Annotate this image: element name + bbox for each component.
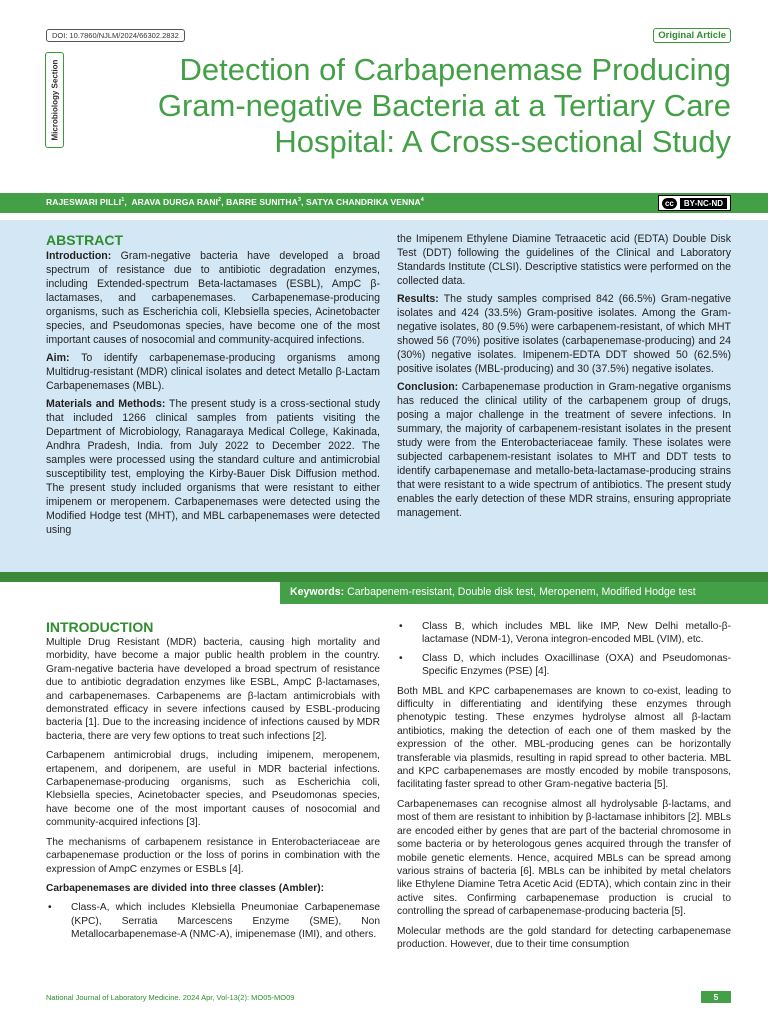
- abstract-heading: ABSTRACT: [46, 232, 123, 248]
- body-left-column: [46, 636, 380, 948]
- keywords-divider: [0, 572, 768, 582]
- abstract-right-column: [397, 232, 731, 524]
- abstract-paragraph: [397, 380, 731, 520]
- body-right-column: [397, 620, 731, 957]
- abstract-label: Materials and Methods:: [46, 398, 166, 410]
- abstract-text: Gram-negative bacteria have developed a broad spectrum of resistance due to antibiotic degradation enzymes, including Extended-spectrum Beta-lactamases (ESBL), AmpC β-lactamases, and carbapenemases. Carbapenemase-producing organisms, such as Escherichia coli, Klebsiella species, Acinetobacter species, and Pseudomonas species, have become one of the most important causes of nosocomial and community-acquired infections.: [46, 250, 380, 346]
- classes-heading: Carbapenemases are divided into three classes (Ambler):: [46, 882, 324, 894]
- author-sup: 1: [121, 197, 125, 204]
- author-sup: 4: [420, 197, 424, 204]
- journal-footer: National Journal of Laboratory Medicine. 2024 Apr, Vol-13(2): MO05-MO09: [46, 993, 295, 1002]
- keywords-label: Keywords:: [290, 586, 345, 598]
- author-list: RAJESWARI PILLI$^1$, ARAVA DURGA RANI$^2$, BARRE SUNITHA$^3$, SATYA CHANDRIKA VENNA$^4$: [46, 197, 424, 207]
- abstract-paragraph: [397, 292, 731, 376]
- keywords-text: Carbapenem-resistant, Double disk test, Meropenem, Modified Hodge test: [344, 586, 696, 598]
- class-list: [46, 901, 380, 941]
- author-name: ARAVA DURGA RANI: [131, 197, 219, 207]
- title-line: Hospital: A Cross-sectional Study: [274, 124, 731, 159]
- author-sup: 3: [297, 197, 301, 204]
- title-line: Gram-negative Bacteria at a Tertiary Care: [157, 88, 731, 123]
- abstract-text: Carbapenemase production in Gram-negative organisms has reduced the clinical utility of the carbapenem group of drugs, posing a major challenge in the treatment of severe infections. In summary, the majority of carbapenem-resistant isolates in the present study were from the Enterobacteriaceae family. These isolates were subjected carbapenem-resistant isolates to MHT and DDT tests to identify carbapenemase and metallo-beta-lactamase-producing strains that were resistant to a wide spectrum of antibiotics. The present study enables the early detection of these MDR strains, ensuring appropriate management.: [397, 381, 731, 519]
- author-sup: 2: [218, 197, 222, 204]
- abstract-paragraph: [46, 397, 380, 537]
- abstract-left-column: [46, 249, 380, 541]
- author-name: BARRE SUNITHA: [226, 197, 298, 207]
- class-list-item: • Class-A, which includes Klebsiella Pneumoniae Carbapenemase (KPC), Serratia Marcescens Enzyme (SME), Non Metallocarbapenemase-A (NMC-A), imipenemase (IMI), and others.: [46, 901, 380, 941]
- cc-icon: cc: [662, 198, 677, 209]
- body-paragraph: Multiple Drug Resistant (MDR) bacteria, causing high mortality and morbidity, have become a major public health problem in the country. Gram-negative bacteria have developed a broad spectrum of resistance due to antibiotic degradation enzymes like ESBL, AmpC β-lactamases, and carbapenemases. Carbapenems are β-lactam antimicrobials with demonstrated efficacy in severe infections caused by ESBL-producing bacteria [1]. Due to the increasing incidence of infections caused by MDR bacteria, there are very few options to treat such infections [2].: [46, 637, 380, 742]
- body-paragraph: Carbapenemases can recognise almost all hydrolysable β-lactams, and most of them are resistant to inhibition by β-lactamase inhibitors [2]. MBLs are encoded either by genes that are part of the bacterial chromosome in some bacteria or by heterologous genes acquired through the transfer of mobile genetic elements. Hence, acquired MBLs can be spread among various strains of bacteria [6]. MBLs can be inhibited by metal chelators like Ethylene Diamine Tetra Acetic Acid (EDTA), which contain zinc in their active sites. Confirming carbapenemase production is crucial to controlling the spread of carbapenemase-producing bacteria [5].: [397, 798, 731, 918]
- abstract-label: Introduction:: [46, 250, 112, 262]
- abstract-text: To identify carbapenemase-producing organisms among Multidrug-resistant (MDR) clinical isolates and detect Metallo β-Lactam Carbapenemases (MBL).: [46, 352, 380, 392]
- abstract-label: Conclusion:: [397, 381, 459, 393]
- keywords-bar: [280, 582, 768, 604]
- author-bar: [0, 193, 768, 213]
- section-tab: [45, 52, 64, 148]
- abstract-paragraph: [46, 351, 380, 393]
- license-text: BY-NC-ND: [680, 198, 727, 209]
- license-badge: [658, 195, 731, 211]
- abstract-label: Results:: [397, 293, 439, 305]
- abstract-text: the Imipenem Ethylene Diamine Tetraacetic acid (EDTA) Double Disk Test (DDT) following the guidelines of the Clinical and Laboratory Standards Institute (CLSI). Descriptive statistics were performed on the collected data.: [397, 233, 731, 287]
- body-paragraph: Carbapenem antimicrobial drugs, including imipenem, meropenem, ertapenem, and doripenem, are useful in MDR bacterial infections. Carbapenemase-producing organisms, such as Escherichia coli, Klebsiella species, Acinetobacter species, and Pseudomonas species, have become one of the most important causes of nosocomial and community-acquired infections [3].: [46, 750, 380, 829]
- abstract-text: The present study is a cross-sectional study that included 1266 clinical samples from patients visiting the Department of Microbiology, Ranagaraya Medical College, Kakinada, Andhra Pradesh, India. from July 2022 to December 2022. The samples were processed using the standard culture and antimicrobial susceptibility test, employing the Kirby-Bauer Disk Diffusion method. The present study included organisms that were resistant to either imipenem or meropenem. Carbapenemases were detected using the Modified Hodge test (MHT), and MBL carbapenemases were detected using: [46, 398, 380, 536]
- author-name: RAJESWARI PILLI: [46, 197, 122, 207]
- class-list-item: • Class D, which includes Oxacillinase (OXA) and Pseudomonas-Specific Enzymes (PSE) [4].: [397, 652, 731, 679]
- section-label: Microbiology Section: [50, 59, 59, 141]
- article-type-badge: Original Article: [653, 28, 731, 43]
- abstract-label: Aim:: [46, 352, 70, 364]
- body-paragraph: Molecular methods are the gold standard for detecting carbapenemase production. However, due to their time consumption: [397, 925, 731, 950]
- keywords: [290, 586, 696, 598]
- page-number: 5: [701, 991, 731, 1003]
- author-name: SATYA CHANDRIKA VENNA: [305, 197, 421, 207]
- class-list-item: • Class B, which includes MBL like IMP, New Delhi metallo-β-lactamase (NDM-1), Verona integron-encoded MBL (VIM), etc.: [397, 620, 731, 647]
- abstract-paragraph: [46, 249, 380, 347]
- body-paragraph: The mechanisms of carbapenem resistance in Enterobacteriaceae are carbapenemase production or the loss of porins in combination with the expression of AmpC enzymes or ESBLs [4].: [46, 836, 380, 875]
- introduction-heading: INTRODUCTION: [46, 619, 154, 635]
- doi-label: DOI: 10.7860/NJLM/2024/66302.2832: [46, 29, 185, 42]
- abstract-text: The study samples comprised 842 (66.5%) Gram-negative isolates and 424 (33.5%) Gram-positive isolates. Among the Gram-negative isolates, 80 (9.5%) were carbapenem-resistant, of which MHT showed 56 (70%) positive isolates (carbapenemase-producing) and 24 (30%) negative isolates. Imipenem-EDTA DDT showed 50 (62.5%) positive isolates (MBL-producing) and 30 (37.5%) negative isolates.: [397, 293, 731, 375]
- article-title: [120, 52, 731, 160]
- title-line: Detection of Carbapenemase Producing: [179, 52, 731, 87]
- body-paragraph: Both MBL and KPC carbapenemases are known to co-exist, leading to difficulty in differentiating and identifying these enzymes through phenotypic testing. These enzymes hydrolyse almost all β-lactam antibiotics, making the detection of each one of them masked by the expression of the other. MBL-producing genes can be horizontally transferable via plasmids, resulting in rapid spread to other bacteria. MBL and KPC carbapenemases are mostly encoded by mobile transposons, facilitating faster spread to other Gram-negative bacteria [5].: [397, 685, 731, 791]
- abstract-paragraph: [397, 232, 731, 288]
- class-list: [397, 620, 731, 679]
